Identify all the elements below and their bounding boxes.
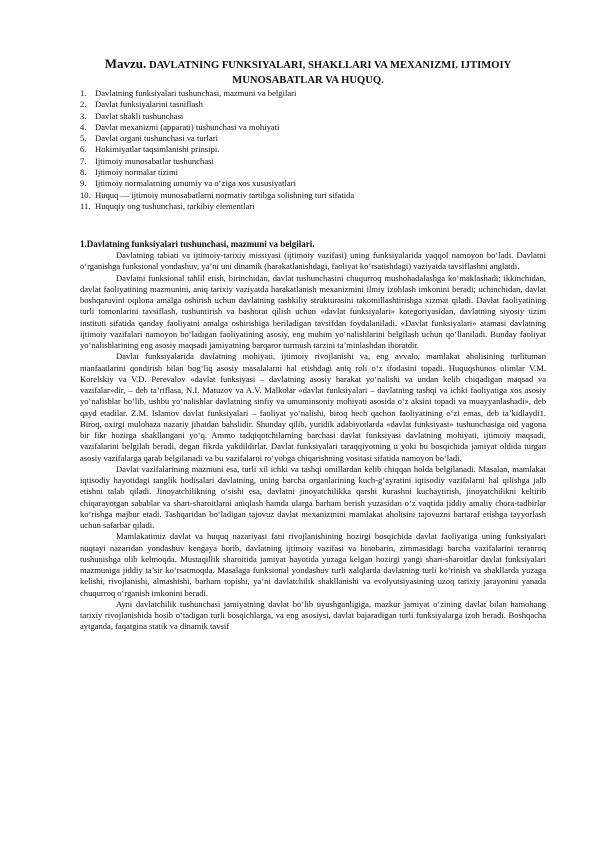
topic-list-item: 2. Davlat funksiyalarini tasniflash [80, 99, 203, 110]
topic-list-item: 6. Hokimiyatlar taqsimlanishi prinsipi. [80, 144, 220, 155]
section-body [80, 250, 546, 633]
body-paragraph: Mamlakatimiz davlat va huquq nazariyasi fani rivojlanishining hozirgi bosqichida davlat faoliyatiga uning funksiyalari nuqtayi nazaridan yondashuv kengaya borib, davlatning ijtimoiy vazifasi va binobarin, zimmasidagi barcha vazifalarini teranroq tushunishga olib kelmoqda. Mustaqillik sharoitida jamiyat hayotida yuzaga kelgan hozirgi yangi shart-sharoitlar davlat funksiyalari mazmuniga jiddiy ta’sir ko‘rsatmoqda. Masalaga funksional yondashuv turli xalqlarda davlatning turli ko‘rinish va shakllarda yuzaga kelishi, rivojlanishi, almashishi, barham topishi, ya’ni davlatchilik shakllanishi va evolyutsiyasining uzoq tarixiy jarayonini yanada chuqurroq o‘rganish imkonini beradi. [80, 531, 546, 598]
body-paragraph: Davlat vazifalarining mazmuni esa, turli xil ichki va tashqi omillardan kelib chiqqan holda belgilanadi. Masalan, mamlakat iqtisodiy hayotidagi tanglik hodisalari davlatning, uning barcha organlarining kuch-g‘ayratini iqtisodiy vazifalarni hal qilishga jalb etishni talab qiladi. Jinoyatchilikning o‘sishi esa, davlatni jinoyatchilikka qarshi kurashni kuchaytirish, jinoyatchilikni keltirib chiqarayotgan sabablar va shart-sharoitlarni aniqlash hamda ularga barham berish yuzasidan o‘z vaqtida jiddiy amaliy chora-tadbirlar ko‘rishga majbur etadi. Tashqaridan bo‘ladigan tajovuz davlat mexanizmini mamlakat aholisini tajovuzni bartaraf etishga tayyorlash uchun safarbar qiladi. [80, 463, 546, 530]
topic-list-item: 7. Ijtimoiy munosabatlar tushunchasi [80, 155, 214, 166]
topic-list-item: 1. Davlatning funksiyalari tushunchasi, mazmuni va belgilari [80, 88, 297, 98]
section-heading: 1.Davlatning funksiyalari tushunchasi, mazmuni va belgilari. [80, 239, 315, 249]
topic-list-item: 3. Davlat shakli tushunchasi [80, 110, 184, 121]
topic-list-item: 8. Ijtimoiy normalar tizimi [80, 167, 179, 178]
topic-list-item: 10. Huquq — ijtimoiy munosabatlarni normativ tartibga solishning turi sifatida [80, 189, 355, 200]
topic-list-item: 5. Davlat organi tushunchasi va turlari [80, 133, 218, 144]
topic-list-item: 11. Huquqiy ong tushunchasi, tarkibiy elementlari [80, 200, 255, 211]
title-line-1: DAVLATNING FUNKSIYALARI, SHAKLLARI VA MEXANIZMI. IJTIMOIY [148, 60, 512, 71]
title-line-2: MUNOSABATLAR VA HUQUQ. [232, 75, 384, 86]
body-paragraph: Davlat funksiyalarida davlatning mohiyati, ijtimoiy rivojlanishi va, eng avvalo, mamlakat aholisining turlituman manfaatlarini qondirish bilan bog‘liq asosiy masalalarni hal etishdagi aniq roli o‘z ifodasini topadi. Huquqshunos olimlar V.M. Korelskiy va V.D. Perevalov «davlat funksiyasi – davlatning asosiy harakat yo‘nalishi va undan kelib chiqadigan maqsad va vazifalar»dir, – deb ta’riflasa, N.I. Matuzov va A.V. Malkolar «davlat funksiyalari – davlatning tashqi va ichki faoliyatiga xos asosiy yo‘nalishlar bo‘lib, ushbu yo‘nalishlar davlatning sinfiy va umuminsoniy mohiyati asosida o‘z aksini topadi va muayyanlashadi», deb qayd etadilar. Z.M. Islamov davlat funksiyalari – faoliyat yo‘nalishi, biroq hech qachon faoliyatining o‘zi emas, deb ta’kidlaydi1. Biroq, oxirgi mulohaza nazariy jihatdan bahslidir. Shunday qilib, yuridik adabiyotlarda «davlat funksiyasi» tushunchasiga oid yagona bir fikr hozirga shakllangani yo‘q. Ammo tadqiqotchilarning barchasi davlat funksiyasi davlatning mohiyati, ijtimoiy maqsadi, vazifalarini belgilab beradi, degan fikrda yakdildirlar. Davlat funksiyalari taraqqiyotning u yoki bu bosqichida jamiyat oldida turgan asosiy vazifalarga qarab belgilanadi va bu vazifalarni ro‘yobga chiqarishning vositasi sifatida namoyon bo‘ladi. [80, 351, 546, 463]
topic-list-item: 4. Davlat mexanizmi (apparati) tushunchasi va mohiyati [80, 121, 280, 132]
title-mavzu-label: Mavzu. [104, 56, 147, 71]
page-title [70, 56, 546, 88]
body-paragraph: Davlatning tabiati va ijtimoiy-tarixiy missiyasi (ijtimoiy vazifasi) uning funksiyalarida yaqqol namoyon bo‘ladi. Davlatni o‘rganishga funksional yondashuv, ya’ni uni dinamik (harakatlanishdagi, faoliyat ko‘rsatishdagi) vaziyatda tavsiflashni anglatdi. [80, 250, 546, 272]
body-paragraph: Ayni davlatchilik tushunchasi jamiyatning davlat bo‘lib uyushganligiga, mazkur jamiyat o‘zining davlat bilan hamohang tarixiy rivojlanishida bosib o‘tadigan turli bosqichlarga, va eng asosiysi, davlat bajaradigan turli funksiyalarga izoh beradi. Boshqacha aytganda, faqatgina statik va dinamik tavsif [80, 598, 546, 632]
topic-list-item: 9. Ijtimoiy normalarning umumiy va o‘ziga xos xususiyatlari [80, 178, 296, 189]
topic-list [80, 88, 546, 212]
body-paragraph: Davlatni funksional tahlil etish, birinchidan, davlat tushunchasini chuqurroq mushohadalashga ko‘maklashadi; ikkinchidan, davlat faoliyatining mazmunini, aniq tarixiy vaziyatda harakatlanish mexanizmini ilmiy izohlash imkonini beradi; uchinchidan, davlat boshqaruvini oqilona amalga oshirish uchun davlatning tashkiliy strukturasini takomillashtirishga xizmat qiladi. Davlat faoliyatining turli tomonlarini tavsiflash, tushuntirish va bashorat qilish uchun «davlat funksiyalari» kategoriyasidan, davlatning siyosiy tizim instituti sifatida qanday faoliyatni amalga oshirishiga beriladigan tavsifdan foydalaniladi. «Davlat funksiyalari» atamasi davlatning ijtimoiy vazifalari namoyon bo‘ladigan faoliyatining asosiy, eng muhim yo‘nalishlarini belgilash uchun qo‘llaniladi. Bunday faoliyat yo‘nalishlarining eng asosiy maqsadi jamiyatning barqaror turmush tarzini ta’minlashdan iboratdir. [80, 272, 546, 350]
